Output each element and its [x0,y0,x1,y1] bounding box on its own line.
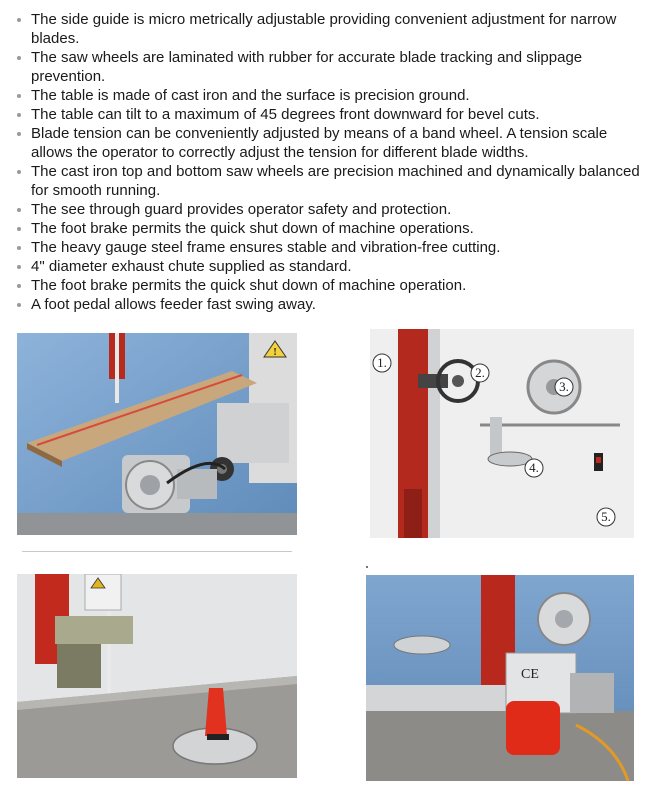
list-item: The see through guard provides operator safety and protection. [14,200,644,219]
list-item: The side guide is micro metrically adjustable providing convenient adjustment for narrow blades. [14,10,644,48]
divider [22,551,292,552]
list-item: 4" diameter exhaust chute supplied as standard. [14,257,644,276]
callout-3: 3. [559,379,569,394]
callout-1: 1. [377,355,387,370]
list-item: The foot brake permits the quick shut down of machine operations. [14,219,644,238]
list-item: A foot pedal allows feeder fast swing away. [14,295,644,314]
photo-blade-guide-table [17,574,297,778]
list-item: The table can tilt to a maximum of 45 degrees front downward for bevel cuts. [14,105,644,124]
dot-mark [366,566,368,568]
list-item: The saw wheels are laminated with rubber for accurate blade tracking and slippage prevention. [14,48,644,86]
list-item: The table is made of cast iron and the surface is precision ground. [14,86,644,105]
photo-motor-feeder [366,575,634,781]
callout-5: 5. [601,509,611,524]
photo-tension-handwheel [370,329,634,538]
callout-2: 2. [475,365,485,380]
list-item: The cast iron top and bottom saw wheels are precision machined and dynamically balanced for smooth running. [14,162,644,200]
list-item: Blade tension can be conveniently adjusted by means of a band wheel. A tension scale allows the operator to correctly adjust the tension for different blade widths. [14,124,644,162]
feature-list [14,10,644,314]
list-item: The heavy gauge steel frame ensures stable and vibration-free cutting. [14,238,644,257]
callout-4: 4. [529,460,539,475]
svg-text:!: ! [273,347,277,358]
photo-tilting-table-motor [17,333,297,535]
list-item: The foot brake permits the quick shut down of machine operation. [14,276,644,295]
ce-mark: CE [521,667,539,682]
